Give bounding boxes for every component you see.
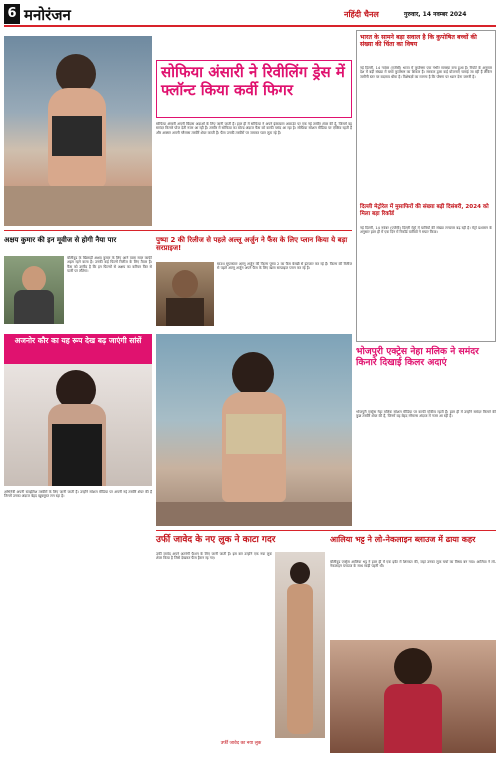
body-neha: भोजपुरी एक्ट्रेस नेहा मलिक सोशल मीडिया पर काफी एक्टिव रहती हैं। हाल ही में उन्होंने समंदर किनारे की कुछ तस्वीरें शेयर की हैं, जिनमें वह बेहद ग्लैमरस अंदाज में नजर आ रही हैं। (356, 410, 496, 419)
headline-ajnor: अजनोर कौर का यह रूप देख बढ़ जाएंगी सांसें (14, 336, 142, 345)
divider-bottom (156, 530, 496, 531)
headline-pushpa: पुष्पा 2 की रिलीज से पहले अल्लू अर्जुन ने फैंस के लिए प्लान किया ये बड़ा सरप्राइज! (156, 236, 348, 253)
photo-alia (330, 640, 496, 753)
body-alia: बॉलीवुड एक्ट्रेस आलिया भट्ट ने हाल ही में एक इवेंट में शिरकत की, जहां उनका लुक चर्चा का विषय बन गया। आलिया ने लो-नेकलाइन ब्लाउज के साथ साड़ी पहनी थी। (330, 560, 496, 569)
body-akshay: बॉलीवुड के खिलाड़ी अक्षय कुमार के लिए आने वाला साल काफी अहम रहने वाला है। उनकी कई फिल्में रिलीज के लिए तैयार हैं। फैंस को उम्मीद है कि इन फिल्मों से अक्षय का करियर फिर से पटरी पर लौटेगा। (67, 256, 152, 274)
body-malnutrition: नई दिल्ली, 14 नवंबर (एजेंसी) भारत में कुपोषण एक गंभीर समस्या बना हुआ है। रिपोर्ट के अनुसार देश में बड़ी संख्या में बच्चे कुपोषण का शिकार हैं। सरकार द्वारा कई योजनाएं चलाई जा रही हैं लेकिन जमीनी स्तर पर बदलाव धीमा है। विशेषज्ञों का मानना है कि पोषण पर ध्यान देना जरूरी है। (360, 66, 492, 79)
body-urfi: उर्फी जावेद अपने अतरंगी फैशन के लिए जानी जाती हैं। इस बार उन्होंने एक नया लुक शेयर किया है जिसे देखकर फैंस हैरान रह गए। (156, 552, 272, 561)
subhead-metro: दिल्ली मेट्रोरेल में मुसाफिरों की संख्या बढ़ी दिसंबरी, 2024 को मिला बड़ा रिकॉर्ड (360, 204, 489, 217)
headline-box-sophia (156, 60, 352, 118)
headline-box-ajnor (4, 334, 152, 364)
caption-urfi: उर्फी जावेद का नया लुक (220, 741, 262, 746)
photo-ajnor (4, 364, 152, 486)
body-pushpa: साउथ सुपरस्टार अल्लू अर्जुन की फिल्म पुष्पा 2 का फैंस बेसब्री से इंतजार कर रहे हैं। फिल्म की रिलीज से पहले अल्लू अर्जुन अपने फैंस के लिए खास सरप्राइज प्लान कर रहे हैं। (217, 262, 352, 271)
photo-akshay (4, 256, 64, 324)
headline-urfi: उर्फी जावेद के नए लुक ने काटा गदर (156, 535, 276, 545)
masthead (4, 4, 496, 24)
brand-name: नहिंदी चैनल (344, 10, 379, 19)
headline-malnutrition: भारत के सामने बड़ा सवाल है कि कुपोषित बच्चों की संख्या की चिंता का विषय (360, 34, 477, 49)
masthead-rule (4, 25, 496, 27)
photo-urfi (275, 552, 325, 738)
page-number-badge: 6 (4, 4, 20, 24)
headline-sophia: सोफिया अंसारी ने रिवीलिंग ड्रेस में फ्लॉन्ट किया कर्वी फिगर (161, 63, 345, 99)
body-ajnor: अभिनेत्री अपनी स्टाइलिश तस्वीरों के लिए जानी जाती हैं। उन्होंने सोशल मीडिया पर अपनी नई तस्वीरें शेयर की हैं जिनमें उनका अंदाज बेहद खूबसूरत लग रहा है। (4, 490, 152, 499)
photo-neha (156, 334, 352, 526)
photo-pushpa (156, 262, 214, 326)
divider-akshay (4, 230, 352, 231)
body-metro: नई दिल्ली, 14 नवंबर (एजेंसी) दिल्ली मेट्रो में यात्रियों की संख्या लगातार बढ़ रही है। मेट्रो प्रशासन के अनुसार हाल ही में एक दिन में रिकॉर्ड यात्रियों ने सफर किया। (360, 226, 492, 235)
issue-date: गुरुवार, 14 नवम्बर 2024 (404, 11, 467, 18)
photo-sophia (4, 36, 152, 226)
body-sophia: सोफिया अंसारी अपनी बिंदास अदाओं के लिए जानी जाती हैं। हाल ही में सोफिया ने अपने इंस्टाग्राम अकाउंट पर एक नई तस्वीर शेयर की है, जिसमें वह समंदर किनारे पोज देती नजर आ रही हैं। तस्वीर में सोफिया का बोल्ड अंदाज फैंस को काफी पसंद आ रहा है। सोफिया सोशल मीडिया पर एक्टिव रहती हैं और अक्सर अपनी ग्लैमरस तस्वीरें शेयर करती हैं। फैंस उनकी तस्वीरों पर जमकर प्यार लुटा रहे हैं। (156, 122, 352, 135)
headline-box-neha (356, 346, 496, 406)
section-title: मनोरंजन (24, 6, 71, 24)
headline-alia: आलिया भट्ट ने लो-नेकलाइन ब्लाउज में ढाया कहर (330, 535, 476, 544)
headline-neha: भोजपुरी एक्ट्रेस नेहा मलिक ने समंदर किनारे दिखाई किलर अदाएं (356, 346, 479, 369)
headline-akshay: अक्षय कुमार की इन मूवीज से होगी नैया पार (4, 236, 117, 244)
